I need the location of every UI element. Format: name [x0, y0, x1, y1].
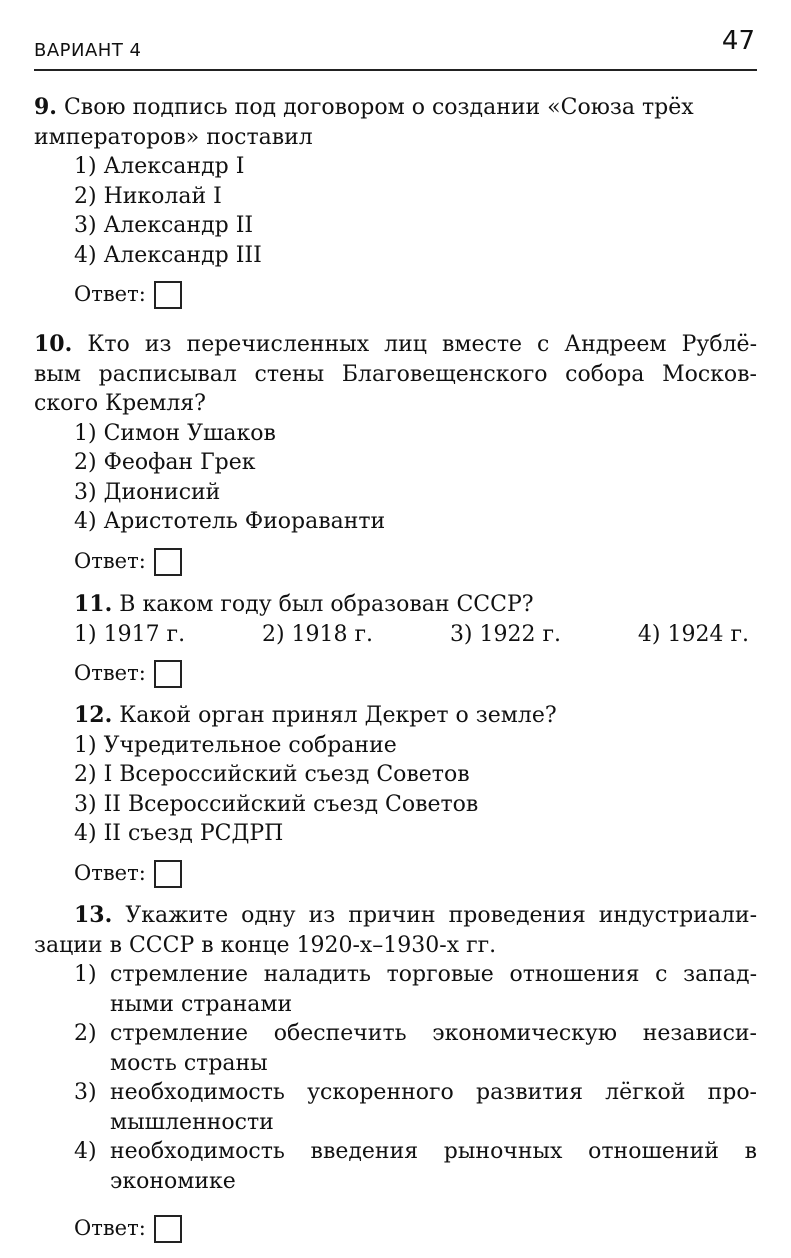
option-text-line: ными странами [110, 991, 293, 1017]
question-text-line: зации в СССР в конце 1920-х–1930-х гг. [34, 932, 497, 958]
option-2 [74, 1019, 757, 1078]
option-1 [74, 960, 757, 1019]
question-text-line: Свою подпись под договором о создании «Союза трёх [63, 95, 694, 120]
option-4: 4) Аристотель Фиораванти [74, 509, 386, 534]
option-text [110, 1137, 757, 1196]
option-3: 3) 1922 г. [449, 621, 562, 647]
option-text-line: необходимость ускоренного развития лёгкой про- [110, 1080, 757, 1105]
answer-label: Ответ: [74, 860, 146, 885]
page-number: 47 [721, 26, 755, 56]
answer-label: Ответ: [74, 282, 146, 307]
question-9-text [34, 93, 757, 123]
option-2: 2) 1918 г. [261, 621, 374, 647]
header-divider [34, 69, 757, 71]
option-1: 1) 1917 г. [74, 621, 186, 647]
options-list [34, 419, 757, 537]
answer-label: Ответ: [74, 1216, 146, 1241]
question-11 [34, 590, 757, 691]
question-text-line: императоров» поставил [34, 124, 313, 150]
option-4 [74, 1137, 757, 1196]
option-4: 4) 1924 г. [637, 621, 749, 647]
answer-row [34, 545, 757, 579]
option-text-line: необходимость введения рыночных отношений в [110, 1139, 757, 1164]
option-1: 1) Симон Ушаков [74, 420, 276, 446]
option-text [110, 1078, 757, 1137]
answer-row [34, 1212, 757, 1246]
option-3 [74, 1078, 757, 1137]
option-1: 1) Александр I [74, 154, 245, 179]
question-text-line: вым расписывал стены Благовещенского собора Москов- [34, 361, 757, 387]
option-text-line: мость страны [110, 1050, 268, 1076]
option-number: 3) [74, 1080, 97, 1105]
question-11-text [34, 590, 757, 620]
option-4: 4) II съезд РСДРП [74, 821, 284, 846]
option-number: 2) [74, 1021, 97, 1046]
answer-box[interactable] [154, 281, 182, 309]
question-9 [34, 93, 757, 312]
option-text-line: мышленности [110, 1109, 274, 1135]
answer-label: Ответ: [74, 548, 146, 573]
option-text-line: стремление наладить торговые отношения с запад- [110, 962, 757, 987]
question-text-line: Кто из перечисленных лиц вместе с Андреем Рублё- [87, 332, 757, 357]
answer-row [34, 657, 757, 691]
question-number: 12. [74, 702, 113, 728]
answer-box[interactable] [154, 660, 182, 688]
option-2: 2) Николай I [74, 183, 222, 209]
answer-label: Ответ: [74, 661, 146, 686]
option-3: 3) Александр II [74, 213, 254, 238]
question-13-text [34, 901, 757, 931]
answer-row [34, 857, 757, 891]
question-13 [34, 901, 757, 1246]
options-list [34, 152, 757, 270]
question-text-line: В каком году был образован СССР? [119, 592, 534, 617]
options-list [34, 731, 757, 849]
option-number: 1) [74, 962, 97, 987]
question-text-line: Какой орган принял Декрет о земле? [119, 703, 557, 728]
option-2: 2) I Всероссийский съезд Советов [74, 762, 470, 787]
question-10-text [34, 330, 757, 360]
answer-box[interactable] [154, 860, 182, 888]
answer-box[interactable] [154, 548, 182, 576]
option-text [110, 960, 757, 1019]
option-3: 3) II Всероссийский съезд Советов [74, 791, 479, 817]
option-number: 4) [74, 1139, 97, 1164]
options-list [34, 960, 757, 1196]
answer-row [34, 278, 757, 312]
answer-box[interactable] [154, 1215, 182, 1243]
option-3: 3) Дионисий [74, 479, 221, 505]
question-12-text [34, 701, 757, 731]
question-number: 9. [34, 94, 57, 120]
option-4: 4) Александр III [74, 242, 262, 268]
question-number: 13. [74, 902, 113, 928]
option-text-line: экономике [110, 1168, 236, 1194]
variant-title: ВАРИАНТ 4 [34, 40, 142, 61]
question-12 [34, 701, 757, 891]
question-10 [34, 330, 757, 579]
options-row [34, 620, 757, 650]
page-header [34, 26, 755, 70]
option-2: 2) Феофан Грек [74, 450, 256, 475]
question-number: 11. [74, 591, 113, 617]
option-text-line: стремление обеспечить экономическую независи- [110, 1021, 757, 1046]
question-text-line: Укажите одну из причин проведения индустриали- [125, 903, 758, 928]
option-text [110, 1019, 757, 1078]
question-number: 10. [34, 331, 73, 357]
question-text-line: ского Кремля? [34, 391, 206, 416]
option-1: 1) Учредительное собрание [74, 732, 397, 758]
